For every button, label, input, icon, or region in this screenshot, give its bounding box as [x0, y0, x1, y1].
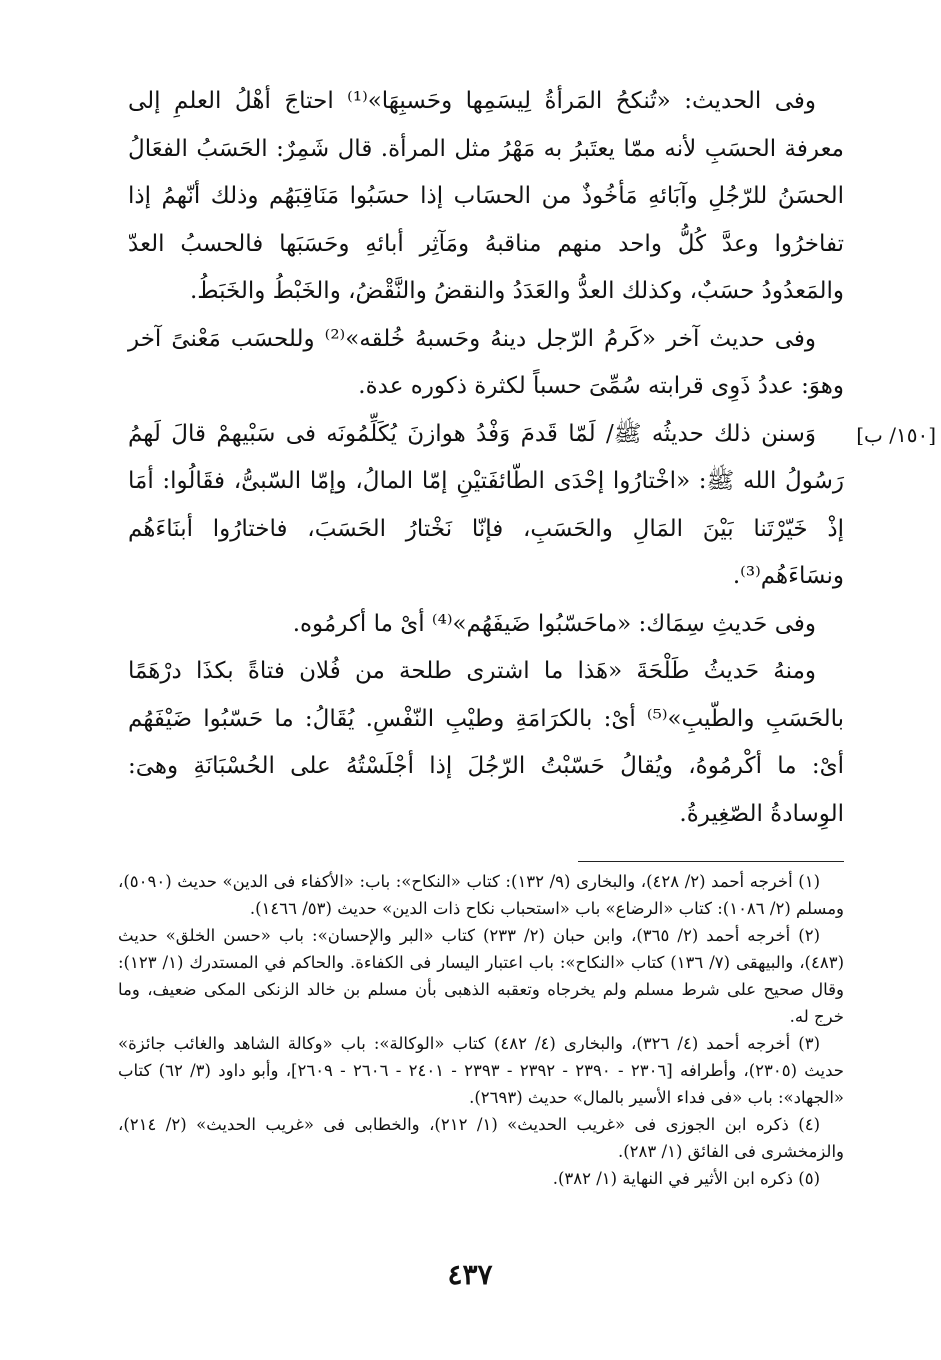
- page-number: ٤٣٧: [447, 1258, 493, 1291]
- margin-folio-note: [١٥٠/ ب]: [856, 423, 936, 447]
- paragraph: وفى الحديث: «تُنكحُ المَرأةُ لِيسَمِها وحَسبِهَا»⁽¹⁾ احتاجَ أهْلُ العلمِ إلى معرفة الحسَبِ لأنه ممّا يعتَبرُ به مَهْرُ مثل المرأة. قال شَمِرٌ: الحَسَبُ الفعَالُ الحسَنُ للرّجُلِ وآبَائهِ مَأخُوذٌ من الحسَاب إذا حسَبُوا مَنَاقِبَهُم وذلك أنّهمُ إذا تفاخرُوا وعدَّ كُلُّ واحد منهم مناقبهُ ومَآثِر أبائهِ وحَسَبَها فالحسبُ العدّ والمَعدُودُ حسَبٌ، وكذلك العدُّ والعَدَدُ والنقضُ والنَّقْضُ، والخَبْطُ والخَبَطُ.: [128, 88, 844, 304]
- footnote: (٢) أخرجه أحمد (٢/ ٣٦٥)، وابن حبان (٢/ ٢٣٣) كتاب «البر والإحسان»: باب «حسن الخلق» حديث (٤٨٣)، والبيهقى (٧/ ١٣٦) كتاب «النكاح»: باب اعتبار اليسار فى الكفاءة. والحاكم في المستدرك (١/ ١٢٣): وقال صحيح على شرط مسلم ولم يخرجاه وتعقبه الذهبى بأن مسلم بن خالد الزنكى المكى ضعيف، وما خرج له.: [118, 926, 844, 1026]
- footnotes: [118, 868, 844, 1192]
- footnote: (٥) ذكره ابن الأثير في النهاية (١/ ٣٨٢).: [552, 1169, 820, 1188]
- paragraph: وفى حَديثِ سِمَاك: «ماحَسّبُوا ضَيفَهُم»⁽⁴⁾ أىْ ما أكرمُوه.: [292, 610, 816, 637]
- paragraph: ومنهُ حَديثُ طَلْحَةَ «هَذا ما اشترى طلحة من فُلان فتاةً بكذَا درْهَمًا بالحَسَبِ والطّيبِ»⁽⁵⁾ أىْ: بالكرَامَةِ وطيْبِ النّفْسِ. يُقَالُ: ما حَسّبُوا ضَيْفَهُم أىْ: ما أكْرمُوهُ، ويُقالُ حَسّبْتُ الرّجُلَ إذا أجْلَسْتُهُ على الحُسْبَانَةِ وهىَ: الوِسادةُ الصّغِيرةُ.: [128, 658, 844, 827]
- paragraph: وَسنن ذلك حديثُه ﷺ/ لَمّا قَدمَ وَفْدُ هوازنَ يُكَلِّمُونَه فى سَبْيهمْ قالَ لَهمُ رَسُولُ الله ﷺ: «اخْتارُوا إحْدَى الطّائفَتيْنِ إمّا المالُ، وإمّا السّبىُّ، فقَالُوا: أمَا إذْ خَيّرْتَنا بَيْنَ المَالِ والحَسَبِ، فإنّا نَخْتارُ الحَسَبَ، فاختارُوا أبنَاءَهُم ونسَاءَهُم⁽³⁾.: [128, 420, 844, 589]
- footnote: (١) أخرجه أحمد (٢/ ٤٢٨)، والبخارى (٩/ ١٣٢): كتاب «النكاح»: باب: «الأكفاء فى الدين» حديث (٥٠٩٠)، ومسلم (٢/ ١٠٨٦): كتاب «الرضاع» باب «استحباب نكاح ذات الدين» حديث (٥٣/ ١٤٦٦).: [118, 872, 844, 918]
- footnote: (٣) أخرجه أحمد (٤/ ٣٢٦)، والبخارى (٤/ ٤٨٢) كتاب «الوكالة»: باب «وكالة الشاهد والغائب جائزة» حديث (٢٣٠٥)، وأطرافه [٢٣٠٦ - ٢٣٩٠ - ٢٣٩٢ - ٢٣٩٣ - ٢٤٠١ - ٢٦٠٦ - ٢٦٠٩]، وأبو داود (٣/ ٦٢) كتاب «الجهاد»: باب «فى فداء الأسير بالمال» حديث (٢٦٩٣).: [118, 1034, 844, 1107]
- footnote: (٤) ذكره ابن الجوزى فى «غريب الحديث» (١/ ٢١٢)، والخطابى فى «غريب الحديث» (٢/ ٢١٤)، والزمخشرى فى الفائق (١/ ٢٨٣).: [118, 1115, 844, 1161]
- paragraph: وفى حديث آخر «كَرمُ الرّجل دينهُ وحَسبهُ خُلقه»⁽²⁾ وللحسَب مَعْنىً آخر وهوَ: عددُ ذَوِى قرابته سُمِّىَ حسباً لكثرة ذكوره عدة.: [128, 325, 844, 399]
- footnote-divider: [578, 861, 844, 862]
- main-text: [128, 78, 844, 838]
